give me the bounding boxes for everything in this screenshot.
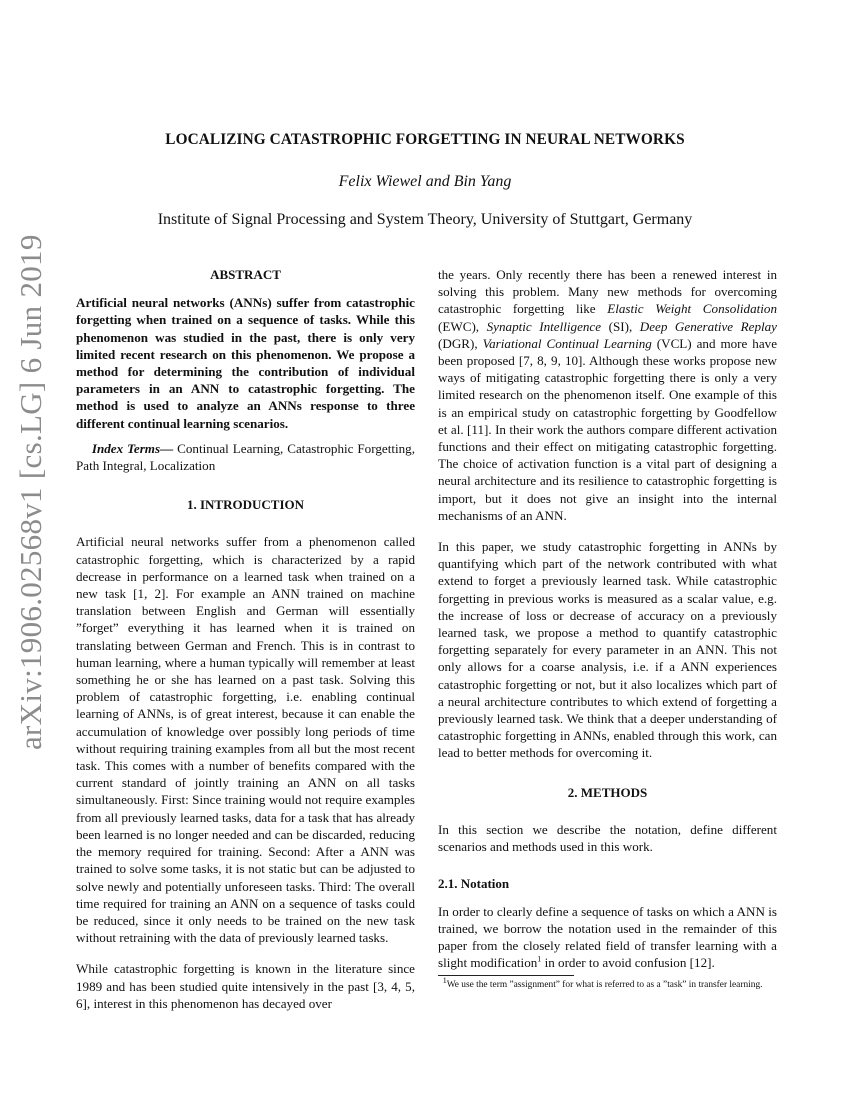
right-column xyxy=(438,266,777,991)
notation-heading: 2.1. Notation xyxy=(438,876,510,892)
text-span: (VCL) and more have been proposed [7, 8, 9, 10]. Although these works propose new ways of mitigating catastrophic forgetting there is only a very limited research on the phenomenon itself. One example of this is an empirical study on catastrophic forgetting by Goodfellow et al. [11]. In their work the authors compare different activation functions and their effect on mitigating catastrophic forgetting. The choice of activation function is a vital part of designing a neural architecture and its resilience to catastrophic forgetting is import, but it does not give an insight into the internal mechanisms of an ANN. xyxy=(438,335,778,523)
term-vcl: Variational Continual Learning xyxy=(482,335,652,351)
methods-paragraph-1: In this section we describe the notation, define different scenarios and methods used in this work. xyxy=(438,821,777,855)
index-terms-text: Continual Learning, Catastrophic Forgetting, Path Integral, Localization xyxy=(76,440,415,474)
abstract-body: Artificial neural networks (ANNs) suffer from catastrophic forgetting when trained on a sequence of tasks. While this phenomenon was studied in the past, there is only very limited recent research on this phenomenon. We propose a method for determining the contribution of individual parameters in an ANN to catastrophic forgetting. The method is used to analyze an ANNs response to three different continual learning scenarios. xyxy=(76,295,415,431)
footnote-rule xyxy=(438,975,574,976)
term-dgr: Deep Generative Replay xyxy=(639,318,777,334)
footnote-text: We use the term ”assignment” for what is referred to as a ”task” in transfer learning. xyxy=(446,980,763,991)
text-span: (SI), xyxy=(601,318,640,334)
methods-heading: 2. METHODS xyxy=(567,784,648,800)
intro-paragraph-2: While catastrophic forgetting is known in the literature since 1989 and has been studied quite intensively in the past [3, 4, 5, 6], interest in this phenomenon has decayed over xyxy=(76,961,415,1011)
intro-paragraph-2-continued xyxy=(438,266,777,524)
index-terms-label: Index Terms— xyxy=(91,440,174,456)
footnote-mark: 1 xyxy=(442,976,447,986)
paper-affiliation: Institute of Signal Processing and System Theory, University of Stuttgart, Germany xyxy=(157,211,693,228)
text-span: the years. Only recently there has been a renewed interest in solving this problem. Many new methods for overcoming catastrophic forgetting like xyxy=(438,267,777,317)
paper-title: LOCALIZING CATASTROPHIC FORGETTING IN NEURAL NETWORKS xyxy=(165,131,685,148)
paper-authors: Felix Wiewel and Bin Yang xyxy=(338,173,512,190)
text-span: (EWC), xyxy=(438,318,487,334)
left-column xyxy=(76,266,415,1012)
term-ewc: Elastic Weight Consolidation xyxy=(607,301,777,317)
intro-heading: 1. INTRODUCTION xyxy=(186,497,304,513)
text-span: in order to avoid confusion [12]. xyxy=(541,955,715,971)
text-span: (DGR), xyxy=(438,335,483,351)
index-terms xyxy=(76,440,415,474)
intro-paragraph-1: Artificial neural networks suffer from a phenomenon called catastrophic forgetting, which is characterized by a rapid decrease in performance on a learned task when trained on a new task [1, 2]. For example an ANN trained on machine translation between English and German will essentially ”forget” everything it has learned when it is trained on translating between German and French. This is in contrast to human learning, where a human typically will remember at least something he or she has learned on a past task. Solving this problem of catastrophic forgetting, i.e. enabling continual learning of ANNs, is of great interest, because it can enable the accumulation of knowledge over possibly long periods of time without requiring training examples from all but the most recent task. This comes with a number of benefits compared with the current standard of jointly training an ANN on all tasks simultaneously. First: Since training would not require examples from all previously learned tasks, data for a task that has already been learned is no longer needed and can be discarded, reducing the memory required for training. Second: After a ANN was trained to solve some tasks, it is not static but can be adjusted to solve newly and potentially unforeseen tasks. Third: The overall time required for training an ANN on a sequence of tasks could be reduced, since it only needs to be trained on the new task without retraining with the data of previously learned tasks. xyxy=(76,534,415,946)
intro-paragraph-3: In this paper, we study catastrophic forgetting in ANNs by quantifying which part of the network contributed with what extend to forget a previously learned task. While catastrophic forgetting in previous works is measured as a scalar value, e.g. the increase of loss or decrease of accuracy on a previously learned task, we propose a method to quantify catastrophic forgetting separately for every parameter in an ANN. This not only allows for a coarse analysis, i.e. if a ANN experiences catastrophic forgetting or not, but it also localizes which part of a neural architecture contributes to which extend of forgetting a previously learned task. We think that a deeper understanding of catastrophic forgetting in ANNs, enabled through this work, can lead to better methods for overcoming it. xyxy=(438,539,777,761)
text-span: In order to clearly define a sequence of tasks on which a ANN is trained, we borrow the notation used in the remainder of this paper from the closely related field of transfer learning with a slight modification xyxy=(438,903,777,971)
arxiv-stamp: arXiv:1906.02568v1 [cs.LG] 6 Jun 2019 xyxy=(13,234,48,750)
term-si: Synaptic Intelligence xyxy=(486,318,602,334)
notation-paragraph xyxy=(438,903,777,972)
footnote xyxy=(438,976,777,991)
footnote-ref: 1 xyxy=(537,954,542,964)
abstract-heading: ABSTRACT xyxy=(210,267,281,282)
